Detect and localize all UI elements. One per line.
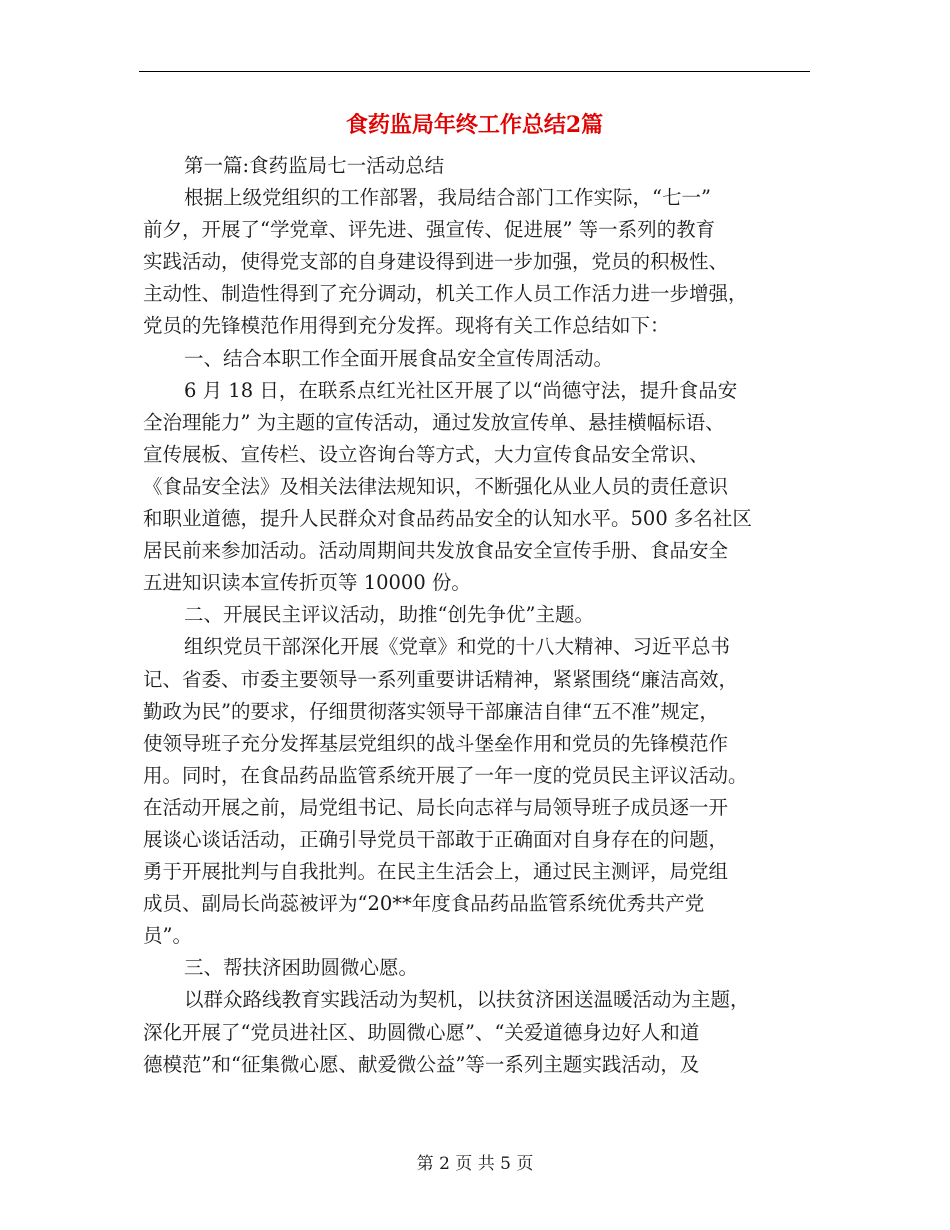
text-line: 党员的先锋模范作用得到充分发挥。现将有关工作总结如下： xyxy=(143,314,670,338)
document-body xyxy=(143,150,810,1081)
text-line: 前夕，开展了“学党章、评先进、强宣传、促进展” 等一系列的教育 xyxy=(143,218,716,242)
text-line: 一、结合本职工作全面开展食品安全宣传周活动。 xyxy=(184,346,614,370)
text-line: 实践活动，使得党支部的自身建设得到进一步加强，党员的积极性、 xyxy=(143,250,729,274)
text-line: 第一篇:食药监局七一活动总结 xyxy=(184,154,445,177)
text-line: 成员、副局长尚蕊被评为“20**年度食品药品监管系统优秀共产党 xyxy=(143,892,705,916)
text-line: 深化开展了“党员进社区、助圆微心愿”、“关爱道德身边好人和道 xyxy=(143,1020,700,1044)
text-line: 6 月 18 日，在联系点红光社区开展了以“尚德守法，提升食品安 xyxy=(184,378,738,402)
text-line: 勤政为民”的要求，仔细贯彻落实领导干部廉洁自律“五不准”规定， xyxy=(143,699,719,723)
page-number-footer: 第 2 页 共 5 页 xyxy=(416,1154,534,1174)
text-line: 三、帮扶济困助圆微心愿。 xyxy=(184,956,419,980)
text-line: 以群众路线教育实践活动为契机，以扶贫济困送温暖活动为主题， xyxy=(184,988,750,1012)
text-line: 在活动开展之前，局党组书记、局长向志祥与局领导班子成员逐一开 xyxy=(143,795,729,819)
text-line: 《食品安全法》及相关法律法规知识，不断强化从业人员的责任意识 xyxy=(143,474,729,498)
text-line: 勇于开展批判与自我批判。在民主生活会上，通过民主测评，局党组 xyxy=(143,860,729,884)
text-line: 员”。 xyxy=(143,924,192,948)
text-line: 宣传展板、宣传栏、设立咨询台等方式，大力宣传食品安全常识、 xyxy=(143,442,709,466)
header-rule xyxy=(139,71,810,72)
text-line: 使领导班子充分发挥基层党组织的战斗堡垒作用和党员的先锋模范作 xyxy=(143,731,729,755)
text-line: 主动性、制造性得到了充分调动，机关工作人员工作活力进一步增强， xyxy=(143,282,748,306)
text-line: 二、开展民主评议活动，助推“创先争优”主题。 xyxy=(184,603,594,627)
text-line: 德模范”和“征集微心愿、献爱微公益”等一系列主题实践活动，及 xyxy=(143,1052,700,1076)
text-line: 展谈心谈话活动，正确引导党员干部敢于正确面对自身存在的问题， xyxy=(143,827,729,851)
text-line: 居民前来参加活动。活动周期间共发放食品安全宣传手册、食品安全 xyxy=(143,539,729,563)
text-line: 记、省委、市委主要领导一系列重要讲话精神，紧紧围绕“廉洁高效， xyxy=(143,667,738,691)
text-line: 全治理能力” 为主题的宣传活动，通过发放宣传单、悬挂横幅标语、 xyxy=(143,410,725,434)
text-line: 五进知识读本宣传折页等 10000 份。 xyxy=(143,571,471,595)
text-line: 和职业道德，提升人民群众对食品药品安全的认知水平。500 多名社区 xyxy=(143,507,752,531)
document-title: 食药监局年终工作总结2篇 xyxy=(345,112,604,138)
text-line: 用。同时，在食品药品监管系统开展了一年一度的党员民主评议活动。 xyxy=(143,763,748,787)
text-line: 组织党员干部深化开展《党章》和党的十八大精神、习近平总书 xyxy=(184,635,731,659)
text-line: 根据上级党组织的工作部署，我局结合部门工作实际，“七一” xyxy=(184,186,711,210)
